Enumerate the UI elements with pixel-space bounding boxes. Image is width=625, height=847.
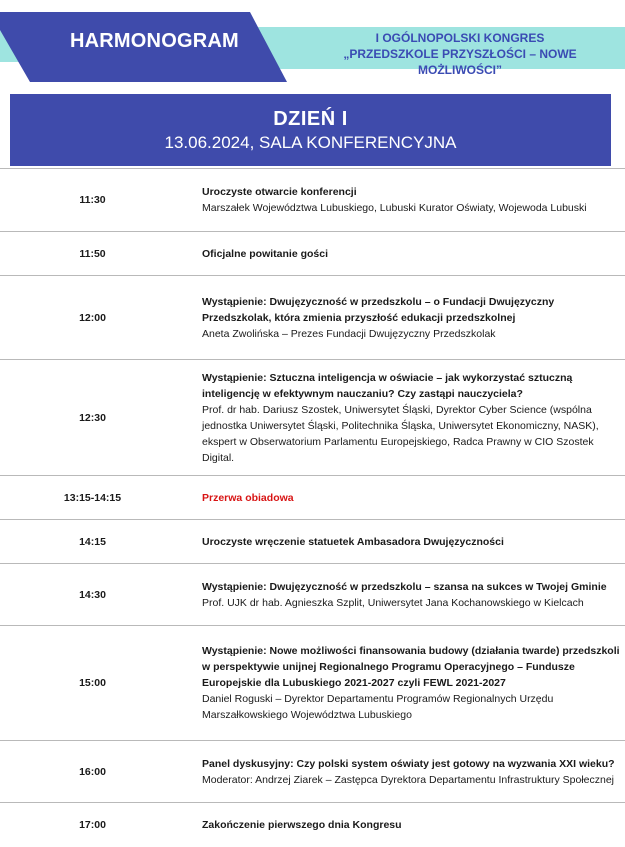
schedule-time: 11:30 xyxy=(79,194,106,206)
schedule-title: Oficjalne powitanie gości xyxy=(202,247,329,260)
schedule-row xyxy=(0,168,625,232)
event-title-line1: I OGÓLNOPOLSKI KONGRES xyxy=(375,31,545,45)
schedule-time: 15:00 xyxy=(79,677,106,689)
schedule-row xyxy=(0,803,625,847)
day-banner xyxy=(10,94,611,166)
schedule-title: Uroczyste otwarcie konferencji xyxy=(202,186,357,198)
schedule-title: Wystąpienie: Sztuczna inteligencja w oświacie – jak wykorzystać sztuczną inteligencję w efektywnym nauczaniu? Czy zastąpi nauczyciela? xyxy=(202,371,573,400)
schedule-content xyxy=(185,534,622,550)
schedule-content xyxy=(185,579,622,611)
schedule-details: Aneta Zwolińska – Prezes Fundacji Dwujęzyczny Przedszkolak xyxy=(202,327,496,340)
schedule-title: Wystąpienie: Dwujęzyczność w przedszkolu – o Fundacji Dwujęzyczny Przedszkolak, która zmienia przyszłość edukacji przedszkolnej xyxy=(202,295,555,324)
schedule-time: 14:15 xyxy=(79,535,106,548)
schedule-content xyxy=(185,246,622,262)
schedule-title: Uroczyste wręczenie statuetek Ambasadora Dwujęzyczności xyxy=(202,535,504,548)
schedule-details: Prof. UJK dr hab. Agnieszka Szplit, Uniwersytet Jana Kochanowskiego w Kielcach xyxy=(202,596,584,609)
schedule-time: 16:00 xyxy=(79,765,106,778)
schedule-row xyxy=(0,476,625,520)
day-title: DZIEŃ I xyxy=(273,108,348,130)
schedule-content xyxy=(185,184,622,216)
schedule-content xyxy=(185,643,622,723)
schedule-time: 14:30 xyxy=(79,588,106,601)
schedule-details: Prof. dr hab. Dariusz Szostek, Uniwersytet Śląski, Dyrektor Cyber Science (wspólna jednostka Uniwersytet Śląski, Politechnika Śląska, Uniwersytet Ekonomiczny, NASK), ekspert w Obserwatorium Parlamentu Europejskiego, Radca Prawny w CIO Szostek Digital. xyxy=(202,403,599,464)
schedule-row xyxy=(0,520,625,564)
schedule-time: 17:00 xyxy=(79,819,106,831)
schedule-row xyxy=(0,564,625,626)
schedule-content xyxy=(185,756,622,788)
schedule-details: Daniel Roguski – Dyrektor Departamentu Programów Regionalnych Urzędu Marszałkowskiego Województwa Lubuskiego xyxy=(202,693,554,721)
schedule-time: 13:15-14:15 xyxy=(63,491,122,504)
schedule-details: Marszałek Województwa Lubuskiego, Lubuski Kurator Oświaty, Wojewoda Lubuski xyxy=(202,202,587,214)
event-title-line2: „PRZEDSZKOLE PRZYSZŁOŚCI – NOWE MOŻLIWOŚCI” xyxy=(343,47,577,77)
schedule-title: Panel dyskusyjny: Czy polski system oświaty jest gotowy na wyzwania XXI wieku? xyxy=(202,757,615,770)
schedule-table xyxy=(0,168,625,847)
schedule-time: 12:30 xyxy=(79,411,106,424)
schedule-row xyxy=(0,626,625,741)
schedule-title: Wystąpienie: Dwujęzyczność w przedszkolu – szansa na sukces w Twojej Gminie xyxy=(202,580,607,593)
schedule-content xyxy=(185,370,622,466)
schedule-row xyxy=(0,232,625,276)
schedule-content xyxy=(185,490,622,506)
schedule-row xyxy=(0,276,625,360)
schedule-title: Zakończenie pierwszego dnia Kongresu xyxy=(202,819,402,831)
schedule-time: 11:50 xyxy=(79,247,106,260)
schedule-row xyxy=(0,741,625,803)
schedule-time: 12:00 xyxy=(79,311,106,324)
schedule-content xyxy=(185,817,622,833)
day-subtitle: 13.06.2024, SALA KONFERENCYJNA xyxy=(164,133,457,152)
schedule-title: Przerwa obiadowa xyxy=(202,491,294,504)
event-title xyxy=(300,30,620,78)
schedule-content xyxy=(185,294,622,342)
schedule-row xyxy=(0,360,625,476)
page-title: HARMONOGRAM xyxy=(70,30,239,52)
schedule-title: Wystąpienie: Nowe możliwości finansowania budowy (działania twarde) przedszkoli w perspektywie unijnej Regionalnego Programu Operacyjnego – Fundusze Europejskie dla Lubuskiego 2021-2027 czyli FEWL 2021-2027 xyxy=(202,645,620,689)
schedule-details: Moderator: Andrzej Ziarek – Zastępca Dyrektora Departamentu Infrastruktury Społecznej xyxy=(202,773,615,786)
